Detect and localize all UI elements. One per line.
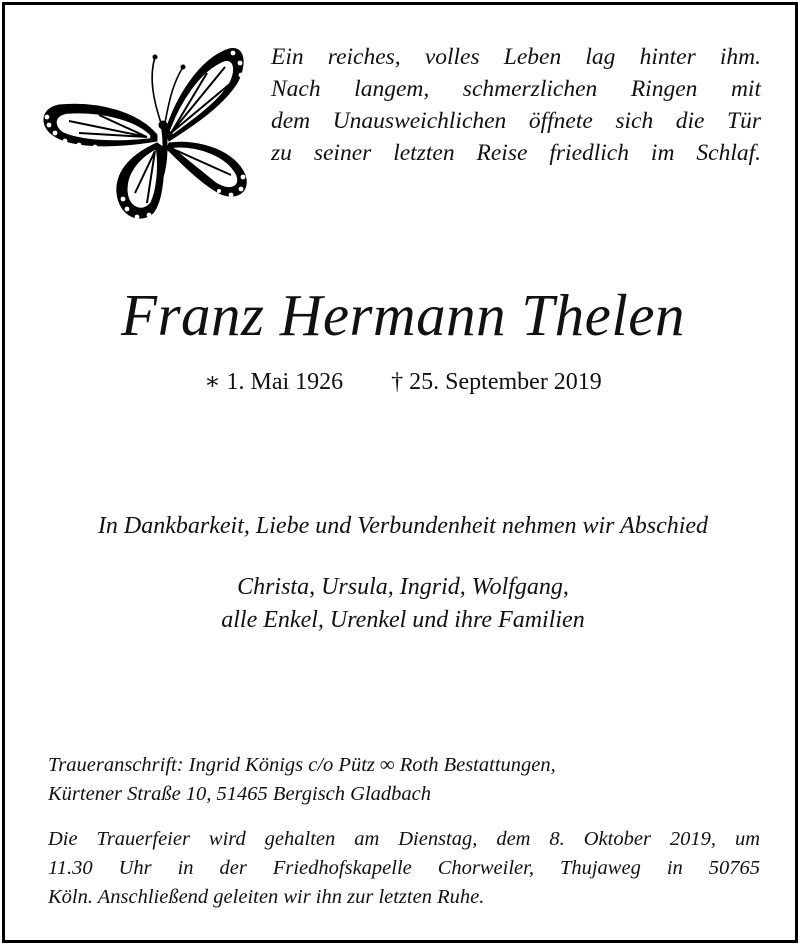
deceased-name: Franz Hermann Thelen: [121, 282, 685, 348]
address-line: Traueranschrift: Ingrid Königs c/o Pütz ∞ Roth Bestattungen,: [48, 754, 556, 776]
poem-line: dem Unausweichlichen öffnete sich die Tür: [271, 108, 761, 134]
poem-line: Ein reiches, volles Leben lag hinter ihm.: [271, 44, 761, 70]
ceremony-line: 11.30 Uhr in der Friedhofskapelle Chorweiler, Thujaweg in 50765: [48, 857, 760, 879]
poem-line: Nach langem, schmerzlichen Ringen mit: [271, 76, 761, 102]
farewell-line: In Dankbarkeit, Liebe und Verbundenheit nehmen wir Abschied: [97, 513, 709, 539]
butterfly-icon: [39, 43, 249, 225]
obituary-notice: [2, 2, 798, 943]
mourning-address: [48, 751, 760, 809]
family-line: alle Enkel, Urenkel und ihre Familien: [221, 607, 585, 633]
poem: [271, 41, 761, 169]
death-date: † 25. September 2019: [391, 369, 602, 395]
ceremony-line: Die Trauerfeier wird gehalten am Dienstag, dem 8. Oktober 2019, um: [48, 828, 760, 850]
address-line: Kürtener Straße 10, 51465 Bergisch Gladbach: [48, 783, 432, 805]
birth-date: ∗ 1. Mai 1926: [204, 369, 344, 395]
ceremony-line: Köln. Anschließend geleiten wir ihn zur letzten Ruhe.: [48, 886, 485, 908]
poem-line: zu seiner letzten Reise friedlich im Schlaf.: [271, 140, 761, 166]
family-line: Christa, Ursula, Ingrid, Wolfgang,: [237, 574, 569, 600]
life-dates: [5, 367, 800, 396]
ceremony-info: [48, 825, 760, 912]
bereaved-family: [5, 571, 800, 637]
